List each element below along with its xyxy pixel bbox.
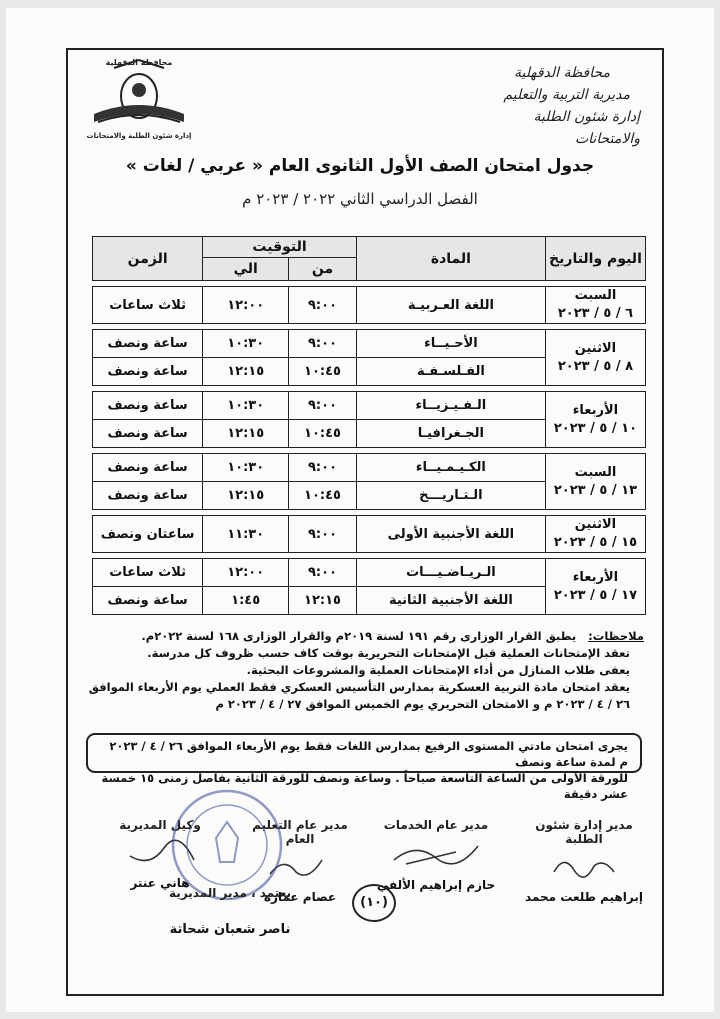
day-date-cell (545, 559, 645, 615)
signature-name: عصام عمارة (263, 890, 337, 904)
signature-name: إبراهيم طلعت محمد (525, 890, 643, 904)
duration-cell: ساعة ونصف (93, 392, 203, 420)
day-name: الأربعاء (572, 402, 619, 418)
start-time-cell: ١٠:٤٥ (289, 420, 357, 448)
header-to: الي (203, 258, 289, 281)
subject-cell: الكـيـمـيــاء (356, 454, 545, 482)
gov-header (470, 62, 640, 150)
signature-block-2 (376, 818, 496, 892)
logo-top-text: محافظة الدقهلية (105, 58, 173, 67)
note-item: تعقد الإمتحانات العملية قبل الإمتحانات التحريرية بوقت كاف حسب ظروف كل مدرسة. (147, 646, 630, 660)
duration-cell: ساعة ونصف (93, 454, 203, 482)
signature-title: مدير إدارة شئون الطلبة (535, 818, 633, 846)
signature-name: هاني عنتر (130, 876, 190, 890)
header-subject: المادة (356, 237, 545, 281)
exam-date: ٦ / ٥ / ٢٠٢٣ (557, 306, 634, 321)
subject-cell: الأحـيــاء (356, 330, 545, 358)
exam-date: ١٠ / ٥ / ٢٠٢٣ (553, 420, 638, 436)
duration-cell: ساعة ونصف (93, 420, 203, 448)
note-item: يعقد امتحان مادة التربية العسكرية بمدارس التأسيس العسكري فقط العملي يوم الأربعاء الموافق ٢٦ / ٤ / ٢٠٢٣ م و الامتحان التحريري يوم الخميس الموافق ٢٧ / ٤ / ٢٠٢٣ م (88, 680, 630, 711)
table-row (93, 516, 646, 553)
end-time-cell: ١٢:١٥ (203, 482, 289, 510)
day-date-cell (545, 454, 645, 510)
signature-block-1 (520, 818, 648, 904)
day-date-cell (545, 330, 645, 386)
gov-line: محافظة الدقهلية (514, 65, 610, 81)
day-name: الاثنين (574, 517, 617, 532)
day-date-cell (545, 287, 645, 324)
page-subtitle: الفصل الدراسي الثاني ٢٠٢٢ / ٢٠٢٣ م (242, 190, 478, 208)
signature-name: حازم إبراهيم الألفي (376, 878, 496, 892)
signature-title: مدير عام الخدمات (383, 818, 489, 832)
signature-title: وكيل المديرية (119, 818, 201, 832)
subject-cell: اللغة الأجنبية الثانية (356, 587, 545, 615)
table-row (93, 454, 646, 482)
subject-cell: اللغة العـربيـة (356, 287, 545, 324)
exam-schedule-table (92, 236, 646, 615)
end-time-cell: ١٠:٣٠ (203, 392, 289, 420)
table-row (93, 392, 646, 420)
day-date-cell (545, 392, 645, 448)
start-time-cell: ١٠:٤٥ (289, 358, 357, 386)
approval-name: ناصر شعبان شحاتة (169, 922, 291, 937)
notes-label: ملاحظات: (588, 629, 644, 643)
handwritten-signature (544, 852, 624, 882)
exam-date: ١٥ / ٥ / ٢٠٢٣ (553, 535, 638, 550)
duration-cell: ساعة ونصف (93, 330, 203, 358)
subject-cell: الجـغرافيـا (356, 420, 545, 448)
table-row (93, 287, 646, 324)
header-from: من (289, 258, 357, 281)
end-time-cell: ١٢:٠٠ (203, 287, 289, 324)
approval-block (150, 886, 310, 937)
note-item: يعفى طلاب المنازل من أداء الإمتحانات العملية والمشروعات البحثية. (246, 663, 630, 677)
page-title: جدول امتحان الصف الأول الثانوى العام « عربي / لغات » (125, 156, 595, 176)
end-time-cell: ١٠:٣٠ (203, 454, 289, 482)
table-row (93, 559, 646, 587)
day-name: الأربعاء (572, 569, 619, 585)
handwritten-signature (386, 836, 486, 870)
special-note-box (86, 733, 642, 801)
header-timing: التوقيت (203, 237, 357, 258)
duration-cell: ساعة ونصف (93, 358, 203, 386)
day-name: السبت (574, 464, 617, 480)
end-time-cell: ١٢:١٥ (203, 420, 289, 448)
start-time-cell: ٩:٠٠ (289, 330, 357, 358)
notes-section (78, 628, 644, 713)
end-time-cell: ١٠:٣٠ (203, 330, 289, 358)
header-duration: الزمن (93, 237, 203, 281)
header-day-date: اليوم والتاريخ (545, 237, 645, 281)
signature-title: مدير عام التعليم العام (252, 818, 348, 846)
table-row (93, 330, 646, 358)
exam-date: ١٣ / ٥ / ٢٠٢٣ (553, 482, 638, 498)
start-time-cell: ٩:٠٠ (289, 392, 357, 420)
subject-cell: الـفـيـزيــاء (356, 392, 545, 420)
gov-line: مديرية التربية والتعليم (503, 87, 630, 103)
gov-line: إدارة شئون الطلبة والامتحانات (533, 109, 640, 147)
exam-date: ٨ / ٥ / ٢٠٢٣ (557, 358, 634, 374)
day-date-cell (545, 516, 645, 553)
approval-label: يعتمد ، مدير المديرية (169, 886, 291, 900)
page-number: (١٠) (352, 884, 396, 922)
box-line-1: يجرى امتحان مادتي المستوى الرفيع بمدارس اللغات فقط يوم الأربعاء الموافق ٢٦ / ٤ / ٢٠٢٣ م لمدة ساعة ونصف (109, 739, 628, 769)
duration-cell: ثلاث ساعات (93, 287, 203, 324)
notes-first-line (78, 628, 644, 645)
duration-cell: ثلاث ساعات (93, 559, 203, 587)
end-time-cell: ١٢:١٥ (203, 358, 289, 386)
subject-cell: اللغة الأجنبية الأولى (356, 516, 545, 553)
duration-cell: ساعتان ونصف (93, 516, 203, 553)
start-time-cell: ٩:٠٠ (289, 559, 357, 587)
directorate-logo (84, 56, 194, 148)
end-time-cell: ١٢:٠٠ (203, 559, 289, 587)
day-name: السبت (574, 288, 617, 303)
start-time-cell: ١٢:١٥ (289, 587, 357, 615)
start-time-cell: ٩:٠٠ (289, 454, 357, 482)
box-line-2: للورقة الأولى من الساعة التاسعة صباحاً . وساعة ونصف للورقة الثانية بفاصل زمنى ١٥ خمسة عشر دقيقة (101, 771, 628, 801)
start-time-cell: ١٠:٤٥ (289, 482, 357, 510)
subject-cell: الفـلسـفـة (356, 358, 545, 386)
note-item: يطبق القرار الوزارى رقم ١٩١ لسنة ٢٠١٩م والقرار الوزارى ١٦٨ لسنة ٢٠٢٢م. (141, 629, 577, 643)
exam-date: ١٧ / ٥ / ٢٠٢٣ (553, 587, 638, 603)
duration-cell: ساعة ونصف (93, 587, 203, 615)
subject-cell: الـريـاضـيـــات (356, 559, 545, 587)
subject-cell: الـتـاريـــخ (356, 482, 545, 510)
start-time-cell: ٩:٠٠ (289, 516, 357, 553)
end-time-cell: ١١:٣٠ (203, 516, 289, 553)
end-time-cell: ١:٤٥ (203, 587, 289, 615)
logo-bottom-text: إدارة شئون الطلبة والامتحانات (86, 132, 192, 140)
duration-cell: ساعة ونصف (93, 482, 203, 510)
start-time-cell: ٩:٠٠ (289, 287, 357, 324)
day-name: الاثنين (574, 340, 617, 356)
